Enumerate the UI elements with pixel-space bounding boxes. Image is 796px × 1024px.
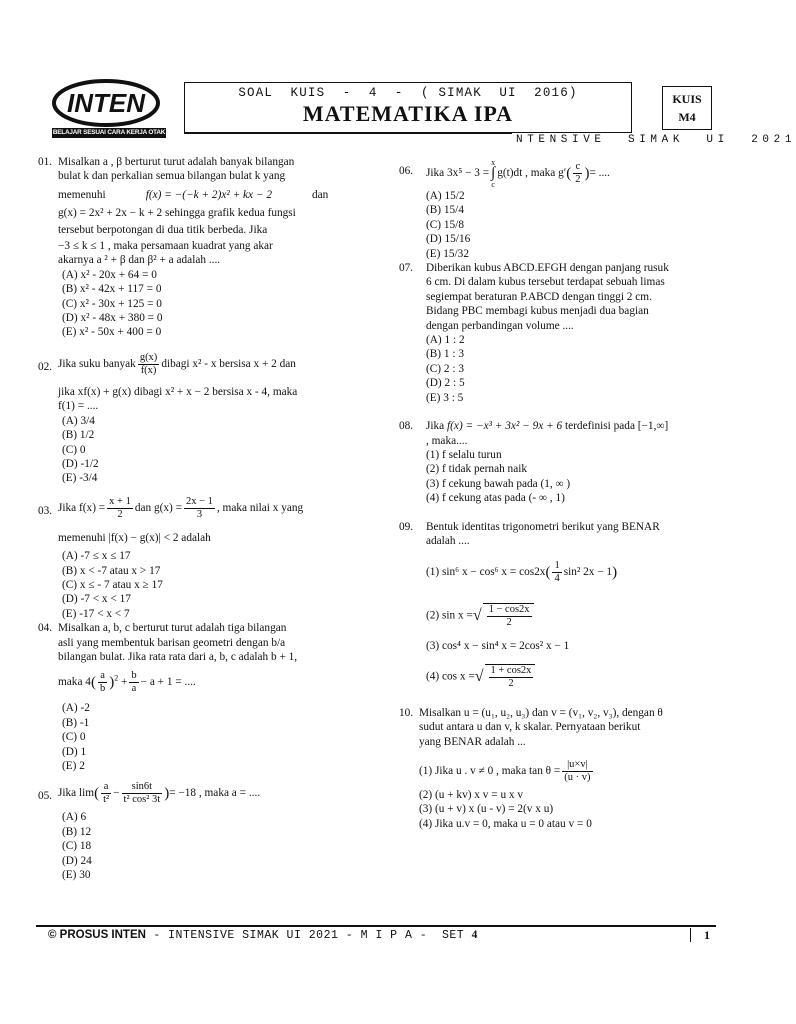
logo-tagline: BELAJAR SESUAI CARA KERJA OTAK: [52, 129, 166, 136]
option: (B) x < -7 atau x > 17: [62, 564, 161, 577]
option: (C) 0: [62, 443, 86, 456]
option: (A) 15/2: [426, 190, 465, 202]
question-02: [38, 352, 368, 486]
left-column: [38, 155, 368, 882]
q07-text: Diberikan kubus ABCD.EFGH dengan panjang rusuk: [426, 262, 669, 275]
question-number: 10.: [399, 706, 414, 719]
option: (E) 30: [62, 869, 91, 882]
q02-text: f(1) = ....: [58, 400, 99, 413]
intensive-label: NTENSIVE SIMAK UI 2021: [516, 134, 796, 146]
q04-text: maka 4: [58, 676, 91, 689]
footer: [48, 929, 477, 942]
quiz-subtitle: SOAL KUIS - 4 - ( SIMAK UI 2016): [238, 86, 578, 100]
q01-line: dan: [311, 188, 329, 201]
question-number: 01.: [38, 156, 53, 168]
q04-text: Misalkan a, b, c berturut turut adalah tiga bilangan: [58, 622, 287, 635]
option: (A) 1 : 2: [426, 334, 465, 347]
statement: sin² 2x − 1: [563, 566, 613, 579]
option: (C) 15/8: [426, 218, 464, 231]
q06-text: Jika 3x⁵ − 3 =: [426, 167, 490, 180]
statement: (2) (u + kv) x v = u x v: [419, 788, 524, 801]
option: (E) -3/4: [62, 472, 98, 485]
q01-line: −3 ≤ k ≤ 1 , maka persamaan kuadrat yang akar: [58, 240, 273, 253]
q04-text: asli yang membentuk barisan geometri dengan b/a: [58, 636, 286, 649]
kuis-code: M4: [678, 110, 696, 124]
q10-text: sudut antara u dan v, k skalar. Pernyataan berikut: [419, 721, 641, 734]
q01-line: memenuhi: [58, 188, 106, 201]
right-column: [399, 158, 726, 831]
question-number: 04.: [38, 622, 53, 635]
q02-fraction: $\frac{g(x)}{f(x)}$: [139, 351, 158, 376]
q06-text: = ....: [589, 167, 610, 180]
q03-text: Jika f(x) =: [58, 501, 106, 514]
q01-line: tersebut berpotongan di dua titik berbeda. Jika: [58, 223, 268, 236]
option: (C) 18: [62, 840, 92, 853]
statement: (3) cos⁴ x − sin⁴ x = 2cos² x − 1: [426, 640, 570, 653]
option: (B) 12: [62, 825, 92, 838]
q01-formula-f: f(x) = −(−k + 2)x² + kx − 2: [145, 188, 272, 201]
q08-text: , maka....: [426, 434, 468, 447]
question-number: 09.: [399, 520, 414, 533]
logo-text: INTEN: [67, 88, 145, 118]
option: (B) 1 : 3: [426, 348, 464, 361]
q01-line: Misalkan a , β berturut turut adalah banyak bilangan: [58, 156, 295, 168]
q09-text: adalah ....: [426, 534, 470, 547]
question-number: 05.: [38, 790, 53, 803]
quiz-title: MATEMATIKA IPA: [302, 101, 514, 126]
question-05: 05. Jika lim( $\frac{a}{\text{t²}}$ − $\frac{\sin 6t}{\text{t² cos² 3t}}$ )= −18 , maka a = .... (A) 6 (B) 12 (C) 18 (D) 24 (E) 30: [38, 781, 368, 882]
header-rule: [184, 132, 512, 134]
option: (E) 15/32: [426, 247, 469, 260]
statement: (4) Jika u.v = 0, maka u = 0 atau v = 0: [419, 817, 592, 830]
question-number: 03.: [38, 504, 53, 517]
q04-text: bilangan bulat. Jika rata rata dari a, b, c adalah b + 1,: [58, 650, 298, 663]
q08-text: Jika: [426, 420, 445, 433]
question-number: 08.: [399, 420, 414, 433]
footer-brand: © PROSUS INTEN: [48, 929, 146, 941]
q01-line: g(x) = 2x² + 2x − k + 2 sehingga grafik kedua fungsi: [58, 207, 296, 220]
statement: (3) f cekung bawah pada (1, ∞ ): [426, 477, 571, 490]
q07-text: Bidang PBC membagi kubus menjadi dua bagian: [426, 305, 649, 318]
q03-text: memenuhi |f(x) − g(x)| < 2 adalah: [58, 531, 211, 544]
statement: (1) Jika u . v ≠ 0 , maka tan θ =: [419, 765, 561, 778]
option: (E) 2: [62, 760, 85, 772]
statement: (4) cos x =: [426, 670, 475, 683]
q10-text: Misalkan u = (u₁, u₂, u₃) dan v = (v₁, v₂, v₃), dengan θ: [419, 706, 663, 719]
option: (D) x² - 48x + 380 = 0: [62, 312, 163, 325]
option: (C) 0: [62, 731, 86, 744]
option: (C) x ≤ - 7 atau x ≥ 17: [62, 578, 163, 591]
option: (A) 3/4: [62, 414, 95, 427]
option: (A) -7 ≤ x ≤ 17: [62, 550, 131, 563]
option: (D) 2 : 5: [426, 377, 465, 390]
q01-line: akarnya a ² + β dan β² + a adalah ....: [58, 254, 221, 267]
q03-fraction-f: $\frac{x + 1}{2}$: [109, 495, 131, 520]
statement: (1) sin⁶ x − cos⁶ x = cos2x: [426, 566, 546, 579]
inten-logo: [52, 78, 160, 128]
q05-text: Jika lim: [58, 787, 95, 800]
q05-text: −: [113, 787, 120, 800]
option: (B) 15/4: [426, 204, 464, 217]
option: (A) x² - 20x + 64 = 0: [62, 268, 157, 281]
question-07: [399, 261, 726, 405]
title-box: [184, 82, 632, 133]
option: (D) 24: [62, 854, 92, 867]
question-06: 06. Jika 3x⁵ − 3 = x ∫ c g(t)dt , maka g′( $\frac{c}{2}$ )= .... (A) 15/2 (B) 15/4 (C) 15/8 (D) 15/16 (E) 15/32: [399, 158, 726, 261]
question-number: 06.: [399, 165, 414, 177]
q03-text: dan g(x) =: [134, 501, 182, 514]
footer-text: - INTENSIVE SIMAK UI 2021 - M I P A - SET: [145, 929, 472, 942]
q05-text: = −18 , maka a = ....: [169, 787, 261, 800]
kuis-badge: [662, 86, 712, 130]
q02-text: jika xf(x) + g(x) dibagi x² + x − 2 bersisa x - 4, maka: [58, 385, 298, 398]
question-01: [38, 155, 368, 340]
question-number: 02.: [38, 360, 53, 373]
q06-text: g(t)dt , maka g′: [497, 167, 567, 180]
option: (D) 15/16: [426, 233, 471, 246]
question-03: [38, 496, 368, 621]
question-09: 09. Bentuk identitas trigonometri berikut yang BENAR adalah .... (1) sin⁶ x − cos⁶ x = cos2x( $\frac{1}{4}$ sin² 2x − 1) (2) sin x =√ $\frac{1 - \cos 2x}{2}$ (3) cos⁴ x − sin⁴ x = 2cos² x − 1 (4) cos x =√ $\frac{1 + \cos 2x}{2}$: [399, 520, 726, 690]
option: (E) -17 < x < 7: [62, 607, 130, 620]
option: (C) x² - 30x + 125 = 0: [62, 297, 162, 310]
statement: (2) f tidak pernah naik: [426, 463, 528, 476]
question-number: 07.: [399, 262, 414, 275]
option: (D) -7 < x < 17: [62, 593, 131, 606]
option: (B) -1: [62, 716, 90, 729]
q02-text: dibagi x² - x bersisa x + 2 dan: [161, 357, 296, 370]
statement: (2) sin x =: [426, 609, 473, 622]
option: (B) x² - 42x + 117 = 0: [62, 283, 162, 296]
option: (D) 1: [62, 745, 87, 758]
kuis-label: KUIS: [672, 92, 702, 106]
option: (D) -1/2: [62, 457, 99, 470]
q07-text: segiempat beraturan P.ABCD dengan tinggi 2 cm.: [426, 290, 652, 303]
q08-text: terdefinisi pada [−1,∞]: [565, 420, 669, 433]
q04-text: − a + 1 = ....: [140, 676, 196, 689]
page-separator: [690, 928, 691, 942]
option: (A) 6: [62, 811, 87, 824]
option: (E) 3 : 5: [426, 391, 464, 404]
page-number: 1: [704, 928, 710, 942]
q07-text: 6 cm. Di dalam kubus tersebut terdapat sebuah limas: [426, 276, 665, 289]
option: (A) -2: [62, 702, 90, 715]
q08-formula: f(x) = −x³ + 3x² − 9x + 6: [447, 420, 563, 433]
q10-text: yang BENAR adalah ...: [419, 735, 526, 748]
statement: (3) (u + v) x (u - v) = 2(v x u): [419, 803, 554, 816]
q07-text: dengan perbandingan volume ....: [426, 319, 574, 332]
footer-set: 4: [471, 929, 478, 941]
statement: (1) f selalu turun: [426, 448, 502, 461]
option: (C) 2 : 3: [426, 362, 464, 375]
option: (B) 1/2: [62, 429, 95, 442]
question-10: 10. Misalkan u = (u₁, u₂, u₃) dan v = (v₁, v₂, v₃), dengan θ sudut antara u dan v, k skalar. Pernyataan berikut yang BENAR adalah ... (1) Jika u . v ≠ 0 , maka tan θ = $\frac{|u\times v|}{(u \cdot v)}$ (2) (u + kv) x v = u x v (3) (u + v) x (u - v) = 2(v x u) (4) Jika u.v = 0, maka u = 0 atau v = 0: [399, 706, 726, 831]
question-08: [399, 419, 726, 505]
q04-text: +: [121, 676, 128, 689]
q03-fraction-g: $\frac{2x - 1}{3}$: [185, 495, 213, 520]
q09-text: Bentuk identitas trigonometri berikut yang BENAR: [426, 520, 660, 533]
q02-text: Jika suku banyak: [58, 357, 136, 370]
q01-line: bulat k dan perkalian semua bilangan bulat k yang: [58, 170, 286, 183]
option: (E) x² - 50x + 400 = 0: [62, 326, 162, 339]
statement: (4) f cekung atas pada (- ∞ , 1): [426, 492, 565, 505]
footer-rule: [36, 925, 716, 927]
q03-text: , maka nilai x yang: [216, 501, 304, 514]
question-04: 04. Misalkan a, b, c berturut turut adalah tiga bilangan asli yang membentuk barisan geometri dengan b/a bilangan bulat. Jika rata rata dari a, b, c adalah b + 1, maka 4( $\frac{a}{b}$ )$^2$ + $\frac{b}{a}$ − a + 1 = .... (A) -2 (B) -1 (C) 0 (D) 1 (E) 2: [38, 621, 368, 773]
